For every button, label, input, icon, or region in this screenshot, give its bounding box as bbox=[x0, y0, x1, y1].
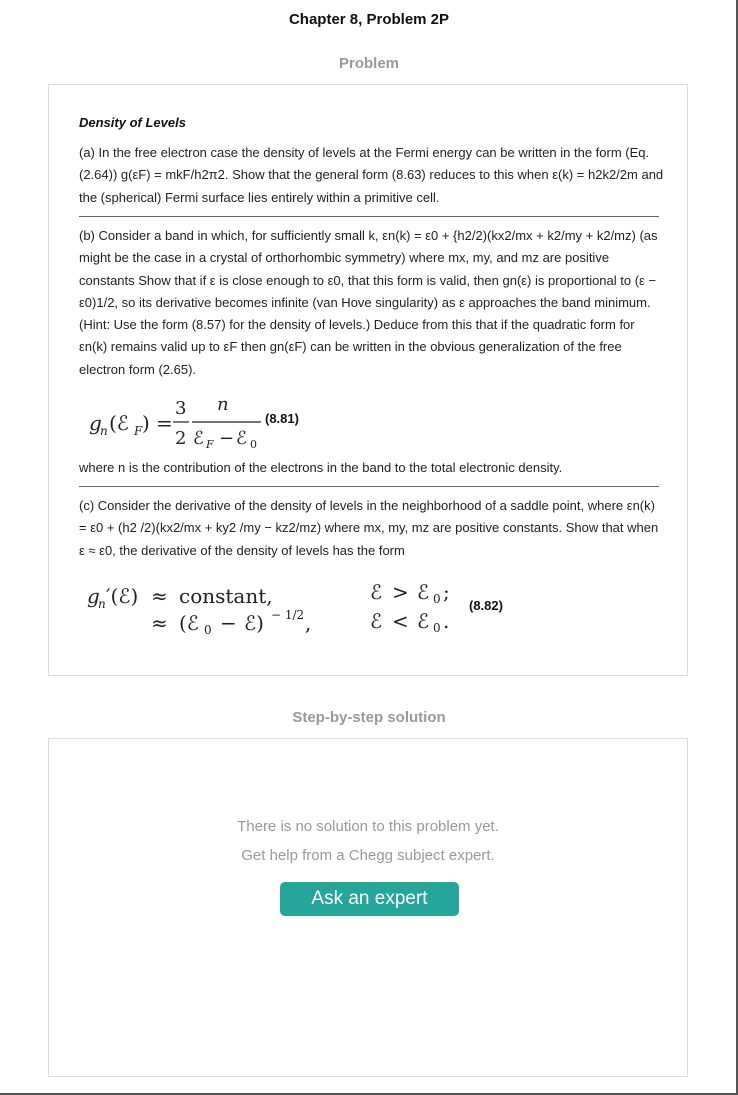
equation-8-81 bbox=[89, 390, 264, 450]
svg-text:ℰ: ℰ bbox=[236, 428, 247, 449]
svg-text:(ℰ: (ℰ bbox=[179, 611, 199, 635]
expert-help-text: Get help from a Chegg subject expert. bbox=[241, 847, 495, 864]
equation-8-82-graphic bbox=[87, 575, 477, 637]
svg-text:−: − bbox=[219, 428, 235, 449]
svg-text:0: 0 bbox=[433, 621, 441, 635]
svg-text:=: = bbox=[156, 411, 173, 435]
svg-text:n: n bbox=[100, 424, 108, 438]
svg-text:n: n bbox=[217, 394, 229, 415]
svg-text:F: F bbox=[206, 438, 214, 450]
part-a-text: (a) In the free electron case the density of levels at the Fermi energy can be written in the form (Eq. (2.64)) g(εF) = mkF/h2π2. Show that the general form (8.63) reduces to this when ε(k) = h2k2/2m and the (spherical) Fermi surface lies entirely within a primitive cell. bbox=[79, 145, 664, 205]
svg-text:0: 0 bbox=[250, 438, 257, 450]
svg-text:2: 2 bbox=[175, 428, 187, 449]
svg-text:n: n bbox=[98, 597, 106, 611]
page-title: Chapter 8, Problem 2P bbox=[288, 11, 450, 28]
equation-8-81-label: (8.81) bbox=[265, 411, 299, 426]
ask-expert-button[interactable]: Ask an expert bbox=[280, 882, 459, 916]
svg-text:0: 0 bbox=[204, 623, 212, 637]
svg-text:g: g bbox=[89, 411, 102, 435]
svg-text:ℰ: ℰ bbox=[417, 609, 430, 633]
svg-text:.: . bbox=[443, 609, 450, 633]
svg-text:ℰ: ℰ bbox=[370, 580, 383, 604]
svg-text:;: ; bbox=[443, 580, 450, 604]
svg-text:g: g bbox=[87, 584, 100, 608]
svg-text:ℰ: ℰ bbox=[417, 580, 430, 604]
equation-8-82-label: (8.82) bbox=[469, 598, 503, 613]
svg-text:3: 3 bbox=[175, 398, 187, 419]
equation-8-82 bbox=[87, 575, 477, 637]
svg-text:ℰ: ℰ bbox=[370, 609, 383, 633]
svg-text:): ) bbox=[142, 411, 150, 435]
divider bbox=[79, 216, 659, 217]
svg-text:≈: ≈ bbox=[151, 584, 168, 608]
solution-card bbox=[48, 738, 688, 1077]
svg-text:,: , bbox=[305, 611, 312, 635]
svg-text:ℰ): ℰ) bbox=[244, 611, 264, 635]
svg-text:− 1/2: − 1/2 bbox=[271, 608, 305, 622]
svg-text:ℰ: ℰ bbox=[193, 428, 204, 449]
problem-heading: Problem bbox=[338, 55, 399, 72]
svg-text:0: 0 bbox=[433, 592, 441, 606]
svg-text:(ℰ: (ℰ bbox=[109, 411, 129, 435]
part-c-text: (c) Consider the derivative of the density of levels in the neighborhood of a saddle point, where εn(k) = ε0 + (h2 /2)(kx2/mx + ky2 /my − kz2/mz) where mx, my, mz are positive constants. Show that when ε ≈ ε0, the derivative of the density of levels has the form bbox=[79, 498, 659, 558]
svg-text:constant,: constant, bbox=[179, 584, 273, 608]
no-solution-text: There is no solution to this problem yet. bbox=[237, 818, 499, 835]
divider bbox=[79, 486, 659, 487]
svg-text:F: F bbox=[134, 424, 143, 438]
svg-text:−: − bbox=[220, 611, 237, 635]
svg-text:>: > bbox=[392, 580, 409, 604]
svg-text:≈: ≈ bbox=[151, 611, 168, 635]
equation-8-81-graphic bbox=[89, 390, 264, 450]
problem-subheading: Density of Levels bbox=[79, 115, 186, 130]
part-b-text: (b) Consider a band in which, for sufficiently small k, εn(k) = ε0 + {h2/2)(kx2/mx + k2/my + k2/mz) (as might be the case in a crystal of orthorhombic symmetry) where mx, my, and mz are positive constants Show that if ε is close enough to ε0, that this form is valid, then gn(ε) is proportional to (ε − ε0)1/2, so its derivative becomes infinite (van Hove singularity) as ε approaches the band minimum. (Hint: Use the form (8.57) for the density of levels.) Deduce from this that if the quadratic form for εn(k) remains valid up to εF then gn(εF) can be written in the obvious generalization of the free electron form (2.65). bbox=[79, 228, 658, 377]
problem-card bbox=[48, 84, 688, 676]
solution-heading: Step-by-step solution bbox=[292, 709, 446, 726]
svg-text:′(ℰ): ′(ℰ) bbox=[106, 584, 139, 608]
svg-text:<: < bbox=[392, 609, 409, 633]
after-8-81-text: where n is the contribution of the electrons in the band to the total electronic density. bbox=[79, 460, 563, 475]
